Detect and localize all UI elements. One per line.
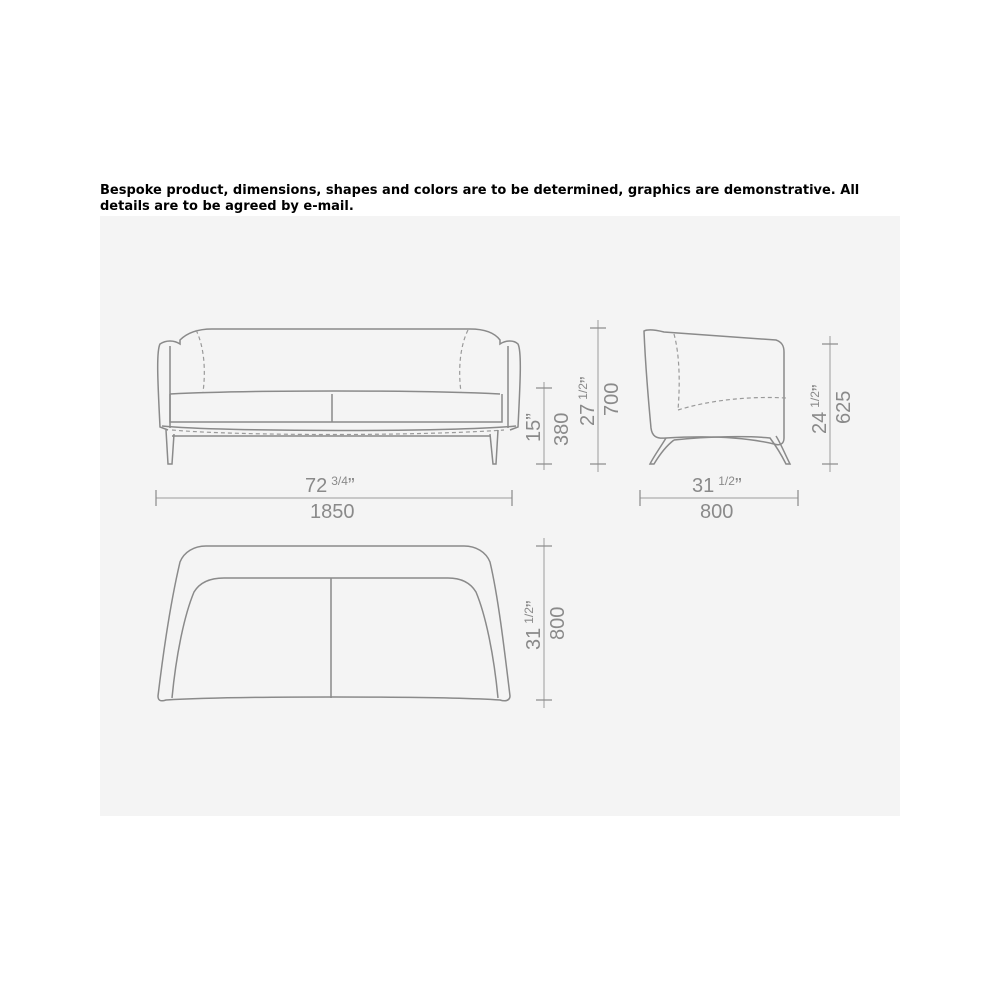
top-depth-dimension bbox=[522, 538, 569, 708]
front-view bbox=[158, 329, 521, 464]
side-depth-mm: 800 bbox=[700, 501, 734, 523]
seat-height-dimension bbox=[523, 382, 573, 470]
front-width-inches: 72 $^{3/4}$” bbox=[305, 474, 355, 497]
front-width-mm: 1850 bbox=[310, 501, 355, 523]
disclaimer-text: Bespoke product, dimensions, shapes and colors are to be determined, graphics are demonstrative. All details are to be agreed by e-mail. bbox=[100, 183, 860, 214]
drawing-panel bbox=[100, 216, 900, 816]
arm-height-mm: 625 bbox=[833, 390, 855, 424]
side-depth-dimension bbox=[640, 474, 798, 523]
side-view bbox=[644, 330, 790, 464]
arm-height-dimension bbox=[808, 336, 855, 472]
total-height-inches: $27^{1/2}$” bbox=[576, 376, 599, 426]
side-depth-inches: 31 $^{1/2}$” bbox=[692, 474, 742, 497]
front-width-dimension bbox=[156, 474, 512, 523]
top-view bbox=[158, 546, 510, 701]
top-depth-inches: $31^{1/2}$” bbox=[522, 600, 545, 650]
arm-height-inches: $24^{1/2}$” bbox=[808, 384, 831, 434]
total-height-mm: 700 bbox=[601, 382, 623, 416]
top-depth-mm: 800 bbox=[547, 606, 569, 640]
sofa-technical-drawing bbox=[100, 216, 900, 816]
seat-height-inches: 15” bbox=[523, 413, 545, 442]
total-height-dimension bbox=[576, 320, 623, 472]
seat-height-mm: 380 bbox=[551, 412, 573, 446]
